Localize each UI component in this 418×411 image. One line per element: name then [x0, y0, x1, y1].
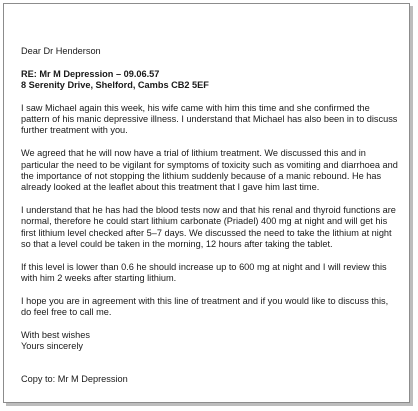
salutation: Dear Dr Henderson	[21, 46, 101, 56]
address-line: 8 Serenity Drive, Shelford, Cambs CB2 5EF	[21, 80, 209, 91]
paragraph-3: I understand that he has had the blood tests now and that his renal and thyroid functions are normal, therefore he could start lithium carbonate (Priadel) 400 mg at night and will get his first lithium level checked after 5–7 days. We discussed the need to take the lithium at night so that a level could be taken in the morning, 12 hours after taking the tablet.	[21, 204, 396, 249]
letter-body	[21, 46, 399, 364]
letter-heading	[21, 69, 399, 92]
closing	[21, 330, 399, 353]
closing-wishes: With best wishes	[21, 329, 90, 340]
copy-to-line: Copy to: Mr M Depression	[21, 374, 128, 384]
letter-page	[3, 3, 410, 403]
closing-signoff: Yours sincerely	[21, 341, 83, 352]
paragraph-2: We agreed that he will now have a trial of lithium treatment. We discussed this and in particular the need to be vigilant for symptoms of toxicity such as vomiting and diarrhoea and the importance of not stopping the lithium suddenly because of a manic rebound. He has already looked at the leaflet about this treatment that I gave him last time.	[21, 148, 398, 193]
paragraph-1: I saw Michael again this week, his wife came with him this time and she confirmed the pattern of his manic depressive illness. I understand that Michael has also been in to discuss further treatment with you.	[21, 102, 398, 136]
paragraph-5: I hope you are in agreement with this line of treatment and if you would like to discuss this, do feel free to call me.	[21, 295, 389, 318]
re-line: RE: Mr M Depression – 09.06.57	[21, 68, 160, 79]
paragraph-4: If this level is lower than 0.6 he should increase up to 600 mg at night and I will review this with him 2 weeks after starting lithium.	[21, 261, 387, 283]
